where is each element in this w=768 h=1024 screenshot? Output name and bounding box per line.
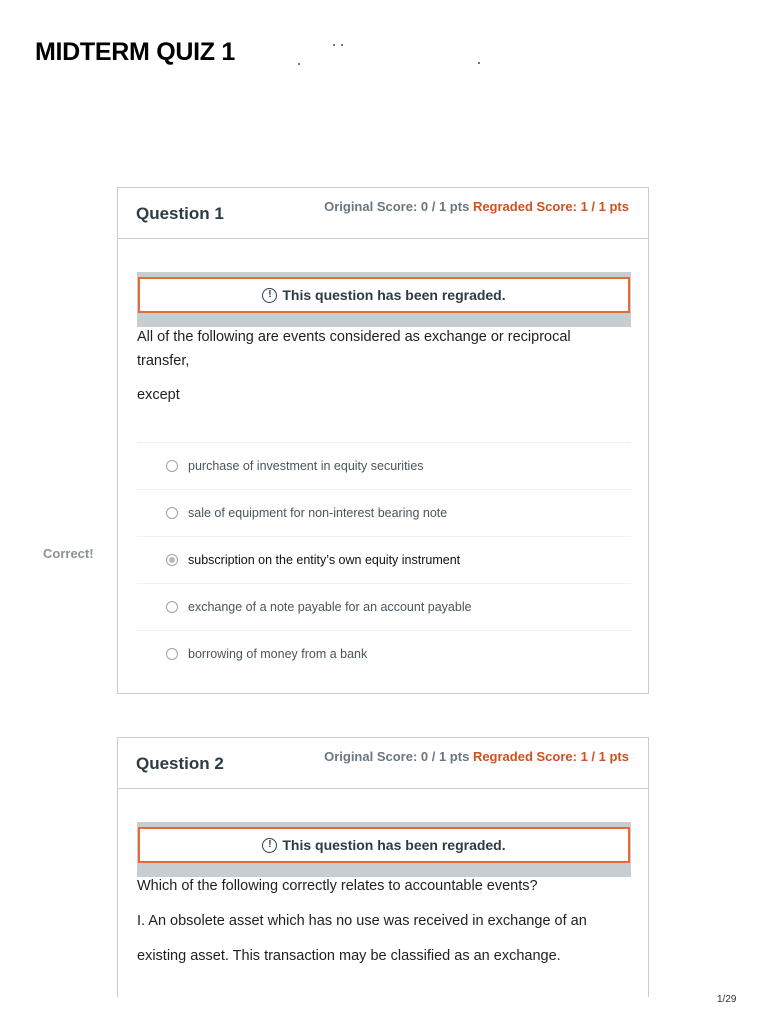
scan-speck bbox=[333, 44, 335, 46]
exclamation-circle-icon: ! bbox=[262, 288, 277, 303]
page-number: 1/29 bbox=[717, 994, 737, 1005]
question-statement-line-1: I. An obsolete asset which has no use was received in exchange of an bbox=[137, 913, 587, 929]
score-summary bbox=[324, 199, 629, 214]
radio-button-selected[interactable] bbox=[166, 554, 178, 566]
answer-option[interactable] bbox=[137, 630, 631, 677]
answer-option[interactable] bbox=[137, 442, 631, 489]
answer-list bbox=[137, 442, 631, 677]
regraded-score: Regraded Score: 1 / 1 pts bbox=[472, 199, 629, 214]
regrade-banner-wrap bbox=[137, 272, 631, 327]
question-header bbox=[118, 188, 648, 239]
question-text: All of the following are events considered as exchange or reciprocal transfer, bbox=[137, 329, 571, 369]
answer-label: purchase of investment in equity securities bbox=[188, 459, 424, 473]
answer-label: exchange of a note payable for an account payable bbox=[188, 600, 472, 614]
answer-label: subscription on the entity’s own equity instrument bbox=[188, 553, 461, 567]
regrade-banner bbox=[138, 277, 630, 313]
regrade-banner-text: This question has been regraded. bbox=[282, 837, 506, 853]
scan-speck bbox=[341, 44, 343, 46]
question-title: Question 1 bbox=[136, 204, 224, 223]
radio-button[interactable] bbox=[166, 648, 178, 660]
scan-speck bbox=[298, 63, 300, 65]
regraded-score: Regraded Score: 1 / 1 pts bbox=[472, 749, 629, 764]
radio-button[interactable] bbox=[166, 460, 178, 472]
original-score: Original Score: 0 / 1 pts bbox=[324, 749, 470, 764]
question-card-1 bbox=[117, 187, 649, 694]
regrade-banner bbox=[138, 827, 630, 863]
radio-button[interactable] bbox=[166, 507, 178, 519]
question-text: Which of the following correctly relates to accountable events? bbox=[137, 878, 538, 894]
exclamation-circle-icon: ! bbox=[262, 838, 277, 853]
score-summary bbox=[324, 749, 629, 764]
question-statement-line-2: existing asset. This transaction may be classified as an exchange. bbox=[137, 948, 561, 964]
correct-answer-flag: Correct! bbox=[43, 546, 94, 561]
answer-option[interactable] bbox=[137, 489, 631, 536]
original-score: Original Score: 0 / 1 pts bbox=[324, 199, 470, 214]
page-title: MIDTERM QUIZ 1 bbox=[35, 38, 235, 66]
answer-option[interactable] bbox=[137, 583, 631, 630]
regrade-banner-wrap bbox=[137, 822, 631, 877]
question-title: Question 2 bbox=[136, 754, 224, 773]
answer-option-selected[interactable] bbox=[137, 536, 631, 583]
question-header bbox=[118, 738, 648, 789]
radio-button[interactable] bbox=[166, 601, 178, 613]
question-text-except: except bbox=[137, 387, 180, 403]
regrade-banner-text: This question has been regraded. bbox=[282, 287, 506, 303]
scan-speck bbox=[478, 62, 480, 64]
answer-label: sale of equipment for non-interest bearing note bbox=[188, 506, 448, 520]
answer-label: borrowing of money from a bank bbox=[188, 647, 368, 661]
question-card-2 bbox=[117, 737, 649, 997]
